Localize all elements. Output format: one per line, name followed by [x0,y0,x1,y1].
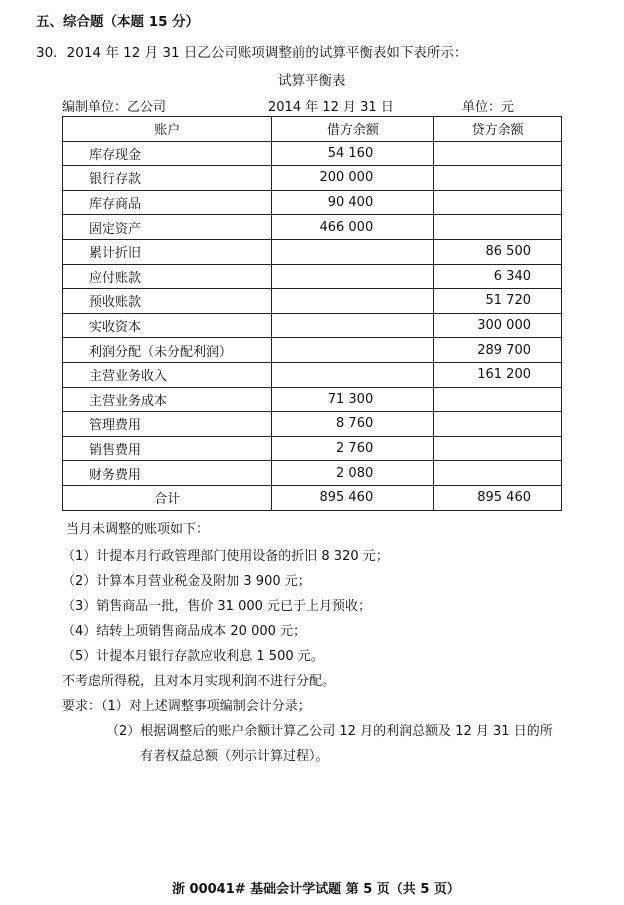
requirement-1: 要求：（1）对上述调整事项编制会计分录； [62,699,311,714]
table-header-row [63,117,562,142]
note-item: （5）计提本月银行存款应收利息 1 500 元。 [62,649,324,664]
debit-cell [272,264,434,289]
account-cell: 累计折旧 [63,239,272,264]
credit-cell [434,166,562,191]
table-row [63,190,562,215]
total-label-cell: 合计 [63,485,272,510]
table-row [63,289,562,314]
table-title: 试算平衡表 [278,73,346,89]
account-cell: 管理费用 [63,412,272,437]
account-cell: 主营业务成本 [63,387,272,412]
table-row [63,215,562,240]
table-row [63,313,562,338]
requirement-2-line-1: （2）根据调整后的账户余额计算乙公司 12 月的利润总额及 12 月 31 日的所 [106,724,553,739]
debit-cell: 2 760 [272,436,434,461]
debit-cell [272,239,434,264]
credit-cell [434,387,562,412]
credit-cell: 86 500 [434,239,562,264]
credit-cell [434,436,562,461]
account-cell: 销售费用 [63,436,272,461]
debit-cell [272,289,434,314]
debit-cell: 466 000 [272,215,434,240]
total-credit-cell: 895 460 [434,485,562,510]
account-cell: 银行存款 [63,166,272,191]
debit-cell: 8 760 [272,412,434,437]
account-cell: 库存商品 [63,190,272,215]
account-cell: 预收账款 [63,289,272,314]
table-row [63,141,562,166]
debit-cell: 90 400 [272,190,434,215]
table-meta-unit: 编制单位：乙公司 [62,100,167,115]
account-cell: 库存现金 [63,141,272,166]
table-meta-currency: 单位：元 [462,100,515,115]
page-footer: 浙 00041# 基础会计学试题 第 5 页（共 5 页） [172,882,460,897]
credit-cell: 161 200 [434,362,562,387]
debit-cell [272,338,434,363]
credit-cell [434,461,562,486]
account-cell: 实收资本 [63,313,272,338]
table-row [63,239,562,264]
account-cell: 应付账款 [63,264,272,289]
table-row [63,362,562,387]
credit-cell [434,190,562,215]
credit-cell: 289 700 [434,338,562,363]
question-text: 30．2014 年 12 月 31 日乙公司账项调整前的试算平衡表如下表所示： [36,45,468,61]
table-total-row [63,485,562,510]
table-row [63,461,562,486]
credit-cell [434,215,562,240]
account-cell: 固定资产 [63,215,272,240]
credit-cell [434,412,562,437]
note-item: （1）计提本月行政管理部门使用设备的折旧 8 320 元； [62,549,389,564]
account-cell: 财务费用 [63,461,272,486]
table-row [63,412,562,437]
debit-cell [272,313,434,338]
debit-cell: 71 300 [272,387,434,412]
debit-cell: 200 000 [272,166,434,191]
account-cell: 主营业务收入 [63,362,272,387]
table-meta-date: 2014 年 12 月 31 日 [268,100,394,115]
credit-cell: 51 720 [434,289,562,314]
tax-note: 不考虑所得税，且对本月实现利润不进行分配。 [62,674,336,689]
trial-balance-table [62,116,562,511]
credit-cell: 300 000 [434,313,562,338]
header-debit: 借方余额 [272,117,434,142]
header-account: 账户 [63,117,272,142]
credit-cell [434,141,562,166]
notes-intro: 当月未调整的账项如下： [66,522,210,537]
debit-cell [272,362,434,387]
table-row [63,264,562,289]
table-row [63,166,562,191]
requirement-2-line-2: 有者权益总额（列示计算过程）。 [140,749,329,764]
table-row [63,387,562,412]
header-credit: 贷方余额 [434,117,562,142]
note-item: （2）计算本月营业税金及附加 3 900 元； [62,574,311,589]
table-row [63,338,562,363]
note-item: （4）结转上项销售商品成本 20 000 元； [62,624,307,639]
account-cell: 利润分配（未分配利润） [63,338,272,363]
total-debit-cell: 895 460 [272,485,434,510]
debit-cell: 54 160 [272,141,434,166]
section-title: 五、综合题（本题 15 分） [36,14,200,30]
credit-cell: 6 340 [434,264,562,289]
table-row [63,436,562,461]
debit-cell: 2 080 [272,461,434,486]
note-item: （3）销售商品一批，售价 31 000 元已于上月预收； [62,599,372,614]
